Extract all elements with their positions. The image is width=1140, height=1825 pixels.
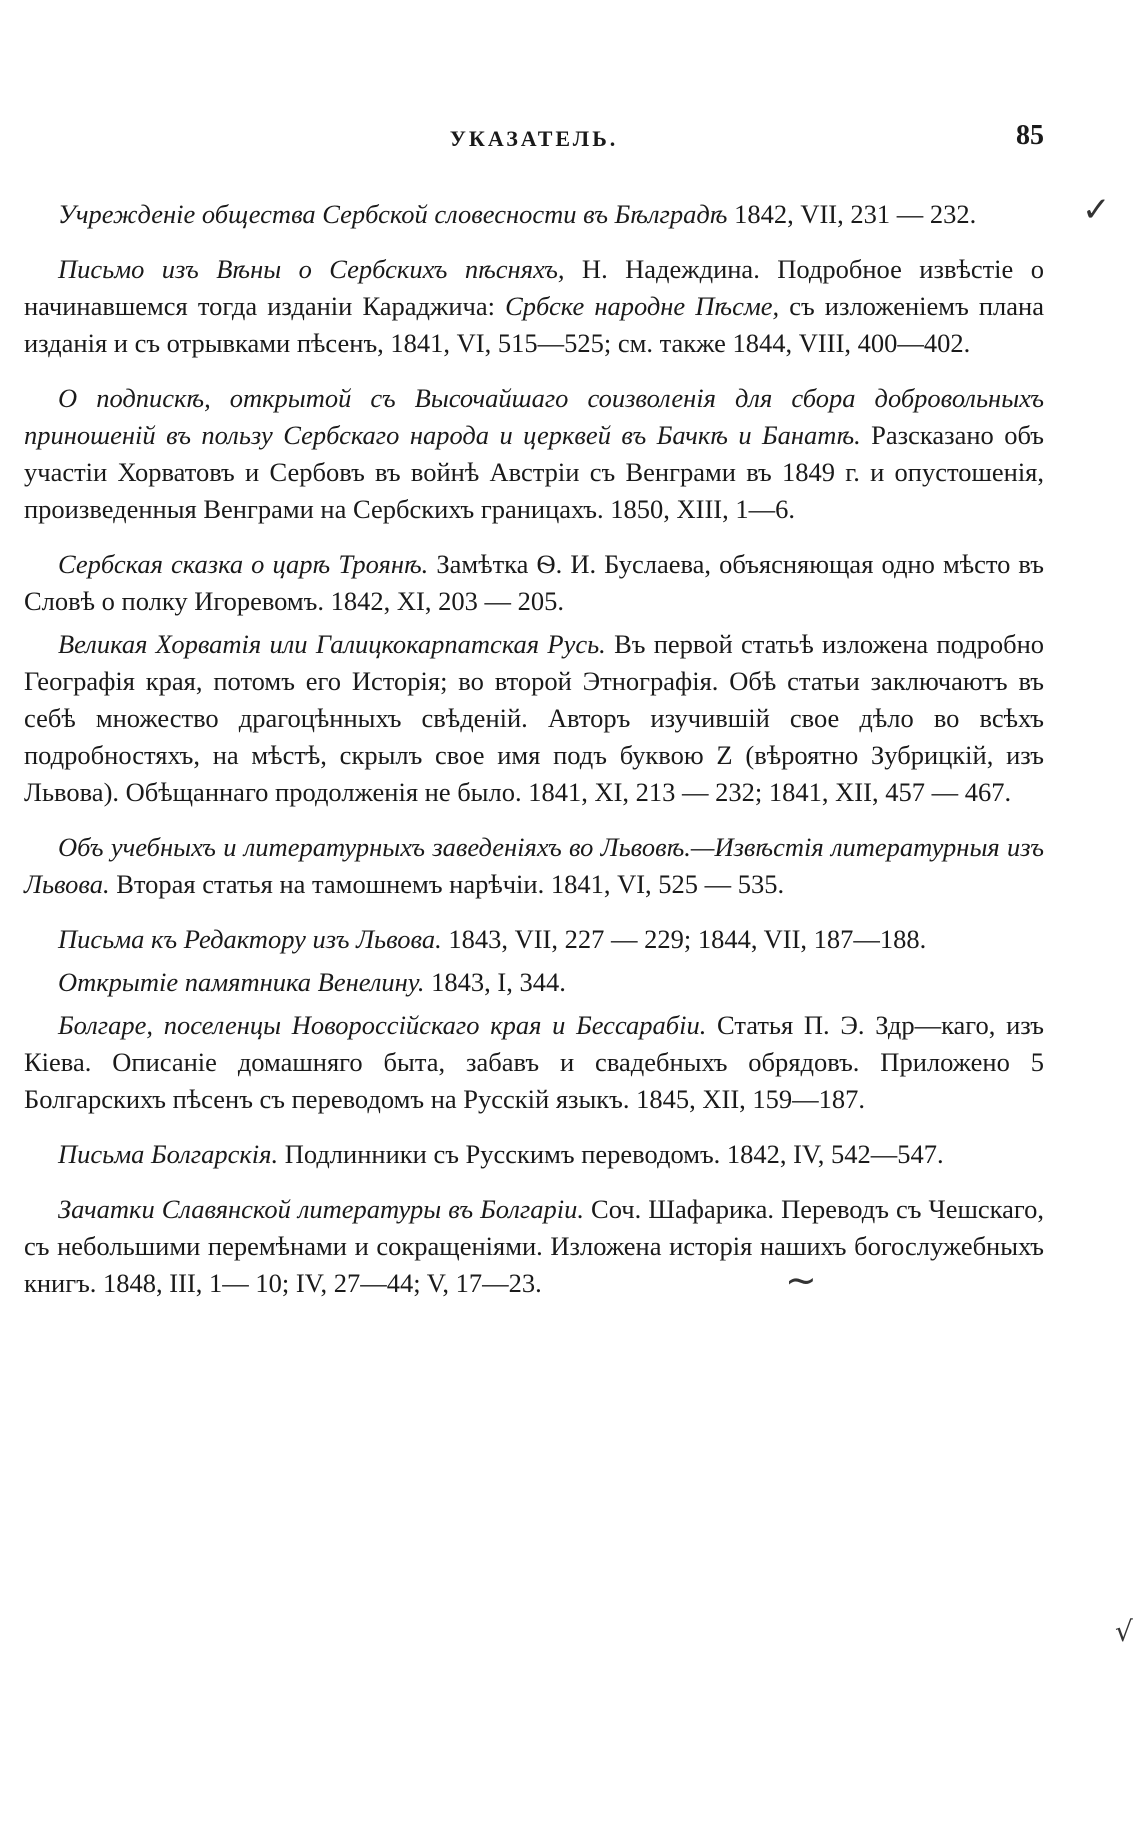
index-entry bbox=[24, 251, 1044, 362]
entry-text: Вторая статья на тамошнемъ нарѣчіи. 1841, VI, 525 — 535. bbox=[109, 869, 785, 899]
index-entry bbox=[24, 626, 1044, 811]
entry-title: Великая Хорватія или Галицкокарпатская Русь. bbox=[58, 629, 606, 659]
entry-text: Замѣтка Ѳ. И. Буслаева, объясняющая одно мѣсто въ Словѣ о полку Игоревомъ. 1842, XI, 203 — 205. bbox=[24, 549, 1044, 616]
index-entry bbox=[24, 829, 1044, 903]
check-mark-icon: ✓ bbox=[1082, 190, 1111, 230]
index-entry bbox=[24, 196, 1044, 233]
index-entries bbox=[24, 196, 1044, 1320]
entry-title: Сербская сказка о царѣ Троянѣ. bbox=[58, 549, 429, 579]
index-entry bbox=[24, 1191, 1044, 1302]
entry-text: 1842, VII, 231 — 232. bbox=[727, 199, 977, 229]
page-title: УКАЗАТЕЛЬ. bbox=[449, 126, 619, 151]
entry-text: 1843, VII, 227 — 229; 1844, VII, 187—188. bbox=[441, 924, 927, 954]
entry-title: Письмо изъ Вѣны о Сербскихъ пѣсняхъ, bbox=[58, 254, 565, 284]
index-entry bbox=[24, 964, 1044, 1001]
entry-title: Письма къ Редактору изъ Львова. bbox=[58, 924, 442, 954]
entry-title: Зачатки Славянской литературы въ Болгаріи. bbox=[58, 1194, 585, 1224]
page-number: 85 bbox=[1016, 120, 1044, 151]
index-entry bbox=[24, 380, 1044, 528]
tick-mark-icon: √ bbox=[1115, 1615, 1133, 1648]
index-entry bbox=[24, 1136, 1044, 1173]
entry-title: Болгаре, поселенцы Новороссійскаго края и Бессарабіи. bbox=[58, 1010, 707, 1040]
entry-text: Подлинники съ Русскимъ переводомъ. 1842, IV, 542—547. bbox=[278, 1139, 944, 1169]
squiggle-mark-icon: ~ bbox=[785, 1258, 817, 1302]
entry-text: Разсказано объ участіи Хорватовъ и Сербовъ въ войнѣ Австріи съ Венграми въ 1849 г. и опустошенія, произведенныя Венграми на Сербскихъ границахъ. 1850, XIII, 1—6. bbox=[24, 420, 1044, 524]
entry-title: О подпискѣ, открытой съ Высочайшаго соизволенія для сбора добровольныхъ приношеній въ пользу Сербскаго народа и церквей въ Бачкѣ и Банатѣ. bbox=[24, 383, 1044, 450]
page-header bbox=[24, 120, 1044, 160]
entry-title: Письма Болгарскія. bbox=[58, 1139, 279, 1169]
index-entry bbox=[24, 546, 1044, 620]
entry-text: Въ первой статьѣ изложена подробно Географія края, потомъ его Исторія; во второй Этнографія. Обѣ статьи заключаютъ въ себѣ множество драгоцѣнныхъ свѣденій. Авторъ изучившій свое дѣло во всѣхъ подробностяхъ, на мѣстѣ, скрылъ свое имя подъ буквою Z (вѣроятно Зубрицкій, изъ Львова). Обѣщаннаго продолженія не было. 1841, XI, 213 — 232; 1841, XII, 457 — 467. bbox=[24, 629, 1044, 807]
entry-text: Н. Надеждина. Подробное извѣстіе о начинавшемся тогда изданіи Караджича: bbox=[24, 254, 1044, 321]
entry-text: Статья П. Э. Здр—каго, изъ Кіева. Описаніе домашняго быта, забавъ и свадебныхъ обрядовъ. Приложено 5 Болгарскихъ пѣсенъ съ переводомъ на Русскій языкъ. 1845, XII, 159—187. bbox=[24, 1010, 1044, 1114]
index-entry bbox=[24, 921, 1044, 958]
entry-title: Открытіе памятника Венелину. bbox=[58, 967, 425, 997]
entry-title: Учрежденіе общества Сербской словесности въ Бѣлградѣ bbox=[58, 199, 728, 229]
entry-subtitle: Србске народне Пѣсме, bbox=[505, 291, 780, 321]
entry-title: Объ учебныхъ и литературныхъ заведеніяхъ во Львовѣ.—Извѣстія литературныя изъ Львова. bbox=[24, 832, 1044, 899]
entry-text: Соч. Шафарика. Переводъ съ Чешскаго, съ небольшими перемѣнами и сокращеніями. Изложена исторія нашихъ богослужебныхъ книгъ. 1848, III, 1— 10; IV, 27—44; V, 17—23. bbox=[24, 1194, 1045, 1298]
entry-text: съ изложеніемъ плана изданія и съ отрывками пѣсенъ, 1841, VI, 515—525; см. также 1844, VIII, 400—402. bbox=[24, 291, 1044, 358]
index-entry bbox=[24, 1007, 1044, 1118]
entry-text: 1843, I, 344. bbox=[424, 967, 566, 997]
